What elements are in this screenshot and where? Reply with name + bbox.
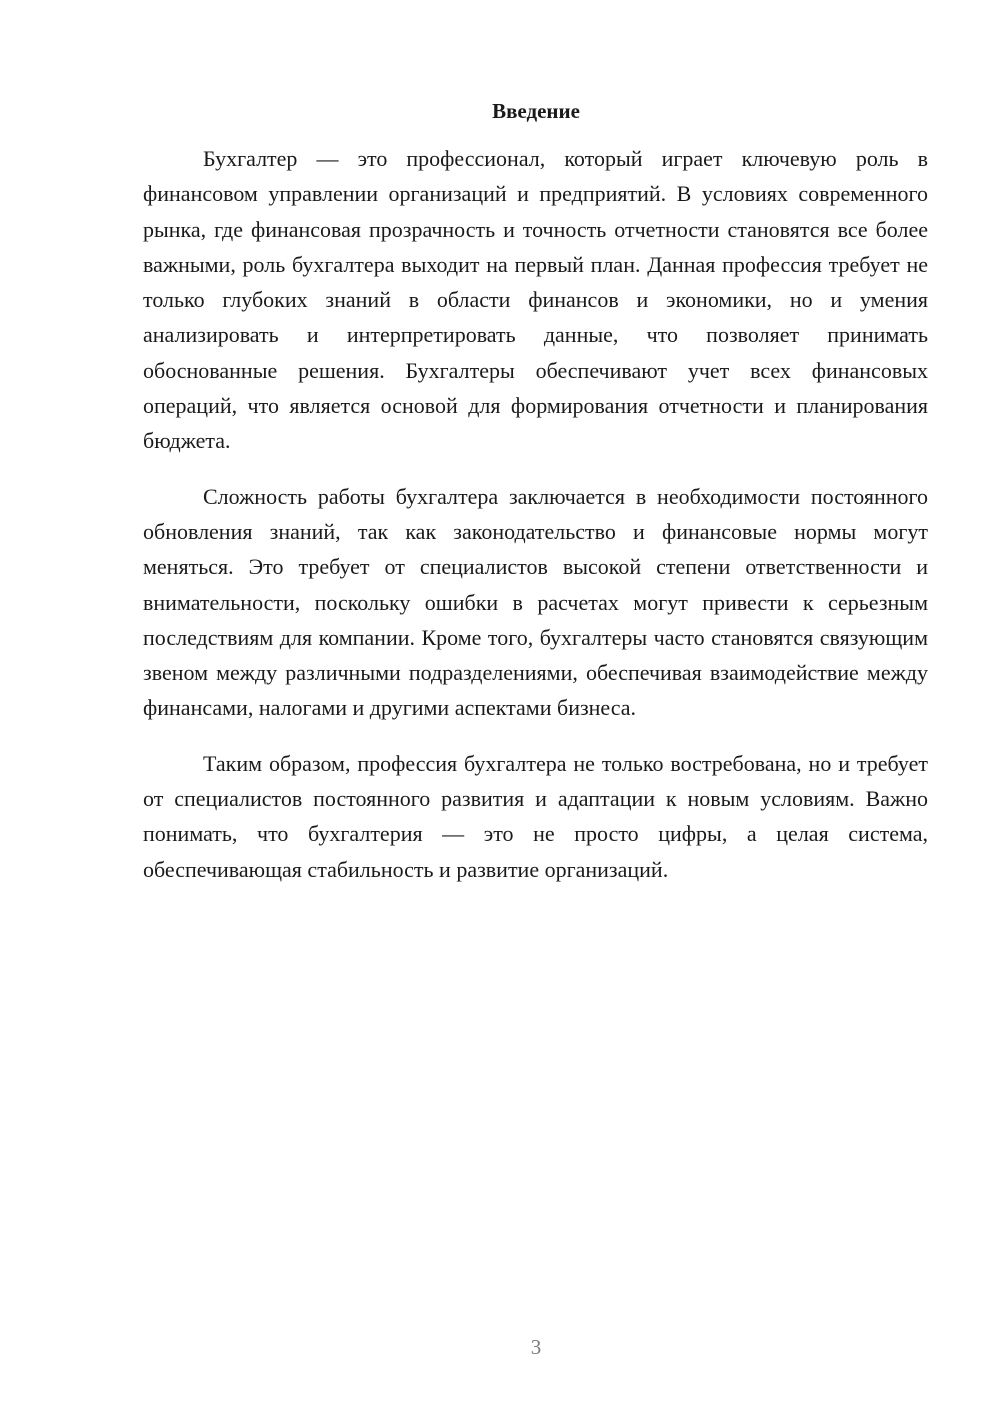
paragraph-2: Сложность работы бухгалтера заключается в необходимости постоянного обновления знаний, так как законодательство и финансовые нормы могут меняться. Это требует от специалистов высокой степени ответственности и внимательности, поскольку ошибки в расчетах могут привести к серьезным последствиям для компании. Кроме того, бухгалтеры часто становятся связующим звеном между различными подразделениями, обеспечивая взаимодействие между финансами, налогами и другими аспектами бизнеса.	[143, 483, 928, 721]
page-number: 3	[530, 1335, 542, 1359]
paragraph-1: Бухгалтер — это профессионал, который играет ключевую роль в финансовом управлении организаций и предприятий. В условиях современного рынка, где финансовая прозрачность и точность отчетности становятся все более важными, роль бухгалтера выходит на первый план. Данная профессия требует не только глубоких знаний в области финансов и экономики, но и умения анализировать и интерпретировать данные, что позволяет принимать обоснованные решения. Бухгалтеры обеспечивают учет всех финансовых операций, что является основой для формирования отчетности и планирования бюджета.	[143, 146, 928, 454]
paragraph-3: Таким образом, профессия бухгалтера не только востребована, но и требует от специалистов постоянного развития и адаптации к новым условиям. Важно понимать, что бухгалтерия — это не просто цифры, а целая система, обеспечивающая стабильность и развитие организаций.	[143, 750, 928, 882]
body-text	[143, 141, 928, 907]
page-title: Введение	[492, 99, 580, 123]
